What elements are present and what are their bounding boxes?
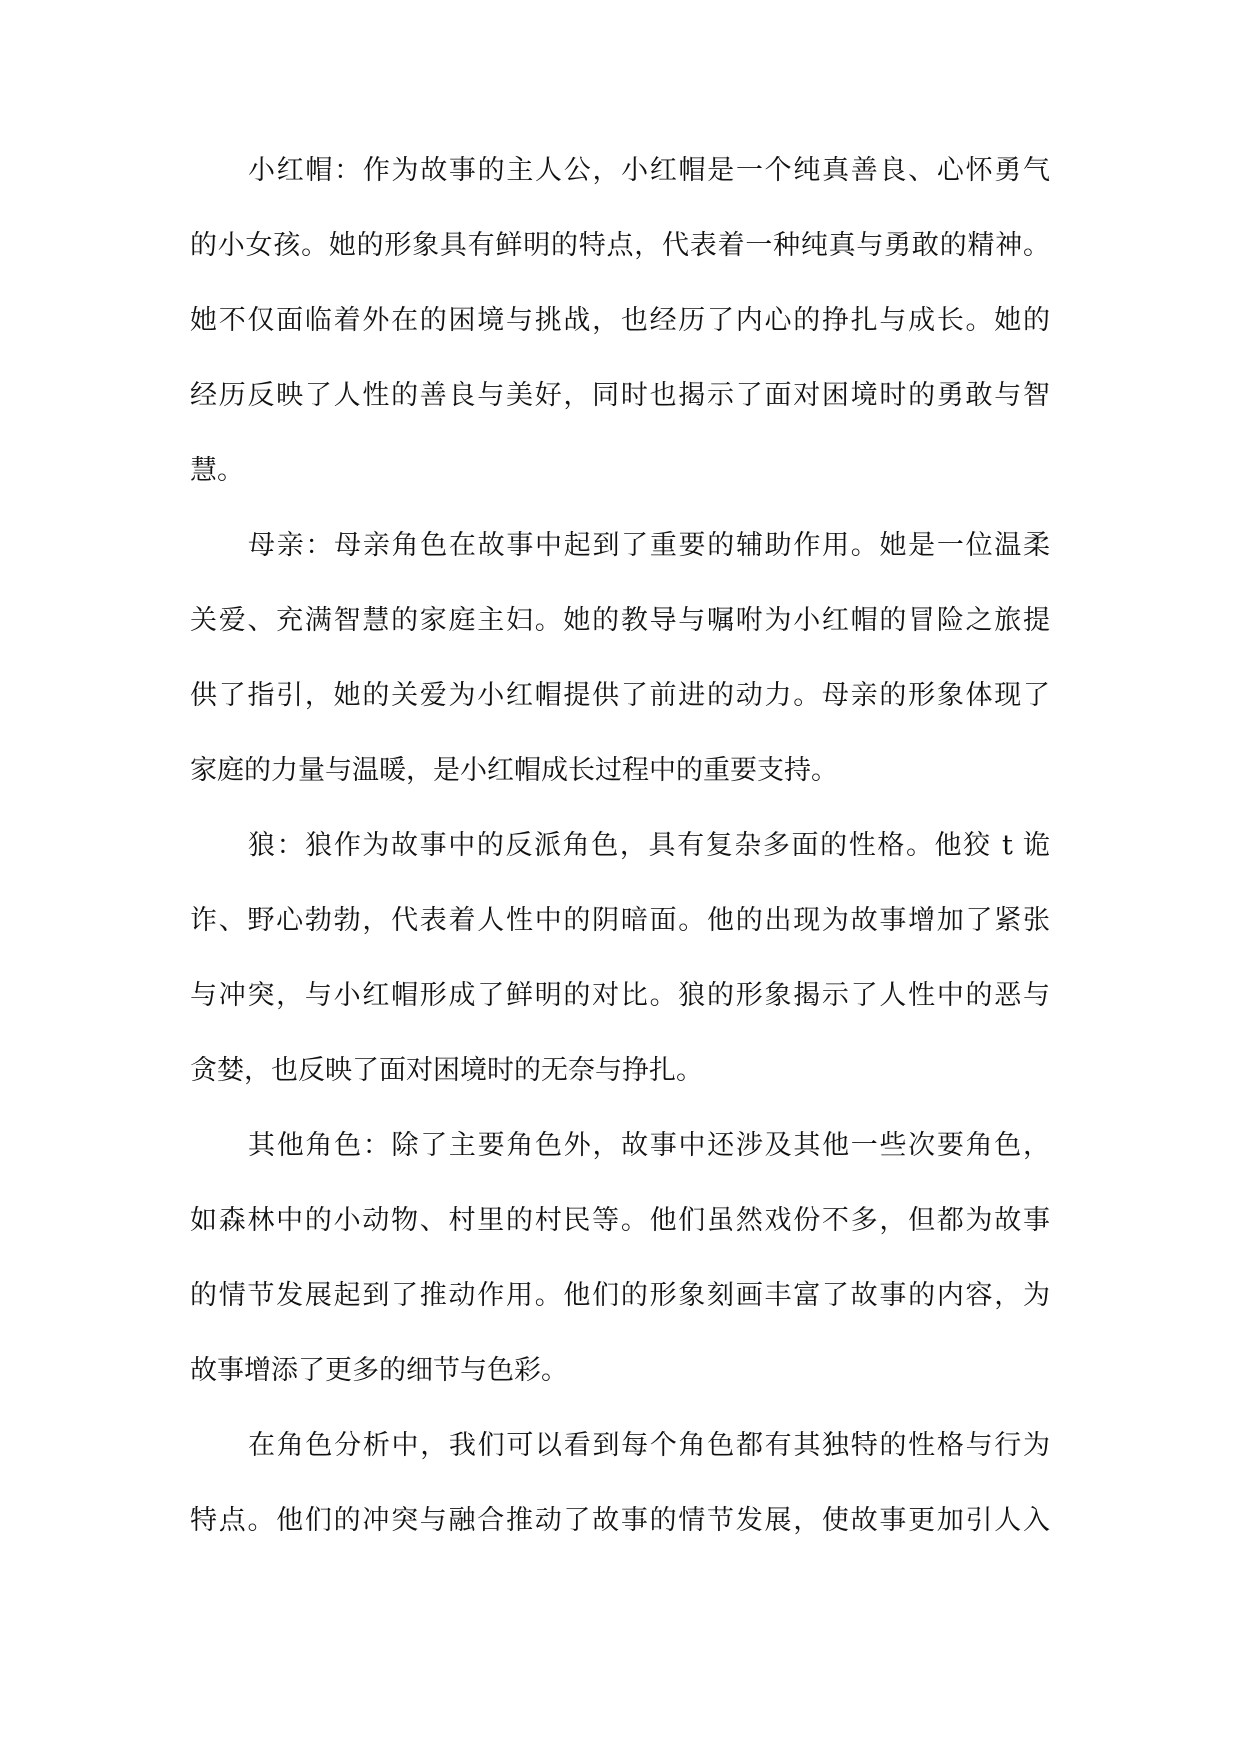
document-body [190,146,1050,1571]
paragraph-little-red-riding-hood [190,146,1050,521]
text-line: 家庭的力量与温暖，是小红帽成长过程中的重要支持。 [190,755,838,786]
paragraph-wolf [190,821,1050,1121]
text-line: 在角色分析中，我们可以看到每个角色都有其独特的性格与行为 [248,1430,1050,1461]
text-line: 母亲：母亲角色在故事中起到了重要的辅助作用。她是一位温柔 [248,530,1050,561]
text-line: 她不仅面临着外在的困境与挑战，也经历了内心的挣扎与成长。她的 [190,305,1050,336]
text-line: 的小女孩。她的形象具有鲜明的特点，代表着一种纯真与勇敢的精神。 [190,230,1050,261]
text-line: 特点。他们的冲突与融合推动了故事的情节发展，使故事更加引人入 [190,1505,1050,1536]
text-line: 关爱、充满智慧的家庭主妇。她的教导与嘱咐为小红帽的冒险之旅提 [190,605,1050,636]
text-line: 小红帽：作为故事的主人公，小红帽是一个纯真善良、心怀勇气 [248,155,1050,186]
text-line: 贪婪，也反映了面对困境时的无奈与挣扎。 [190,1055,703,1086]
paragraph-character-analysis [190,1421,1050,1571]
paragraph-other-characters [190,1121,1050,1421]
text-line: 经历反映了人性的善良与美好，同时也揭示了面对困境时的勇敢与智 [190,380,1050,411]
text-line: 故事增添了更多的细节与色彩。 [190,1355,568,1386]
paragraph-mother [190,521,1050,821]
text-line: 慧。 [190,455,244,486]
text-line: 供了指引，她的关爱为小红帽提供了前进的动力。母亲的形象体现了 [190,680,1050,711]
text-line: 的情节发展起到了推动作用。他们的形象刻画丰富了故事的内容，为 [190,1280,1050,1311]
text-line: 狼：狼作为故事中的反派角色，具有复杂多面的性格。他狡 t 诡 [248,830,1050,861]
text-line: 其他角色：除了主要角色外，故事中还涉及其他一些次要角色， [248,1130,1050,1161]
text-line: 与冲突，与小红帽形成了鲜明的对比。狼的形象揭示了人性中的恶与 [190,980,1050,1011]
text-line: 诈、野心勃勃，代表着人性中的阴暗面。他的出现为故事增加了紧张 [190,905,1050,936]
text-line: 如森林中的小动物、村里的村民等。他们虽然戏份不多，但都为故事 [190,1205,1050,1236]
